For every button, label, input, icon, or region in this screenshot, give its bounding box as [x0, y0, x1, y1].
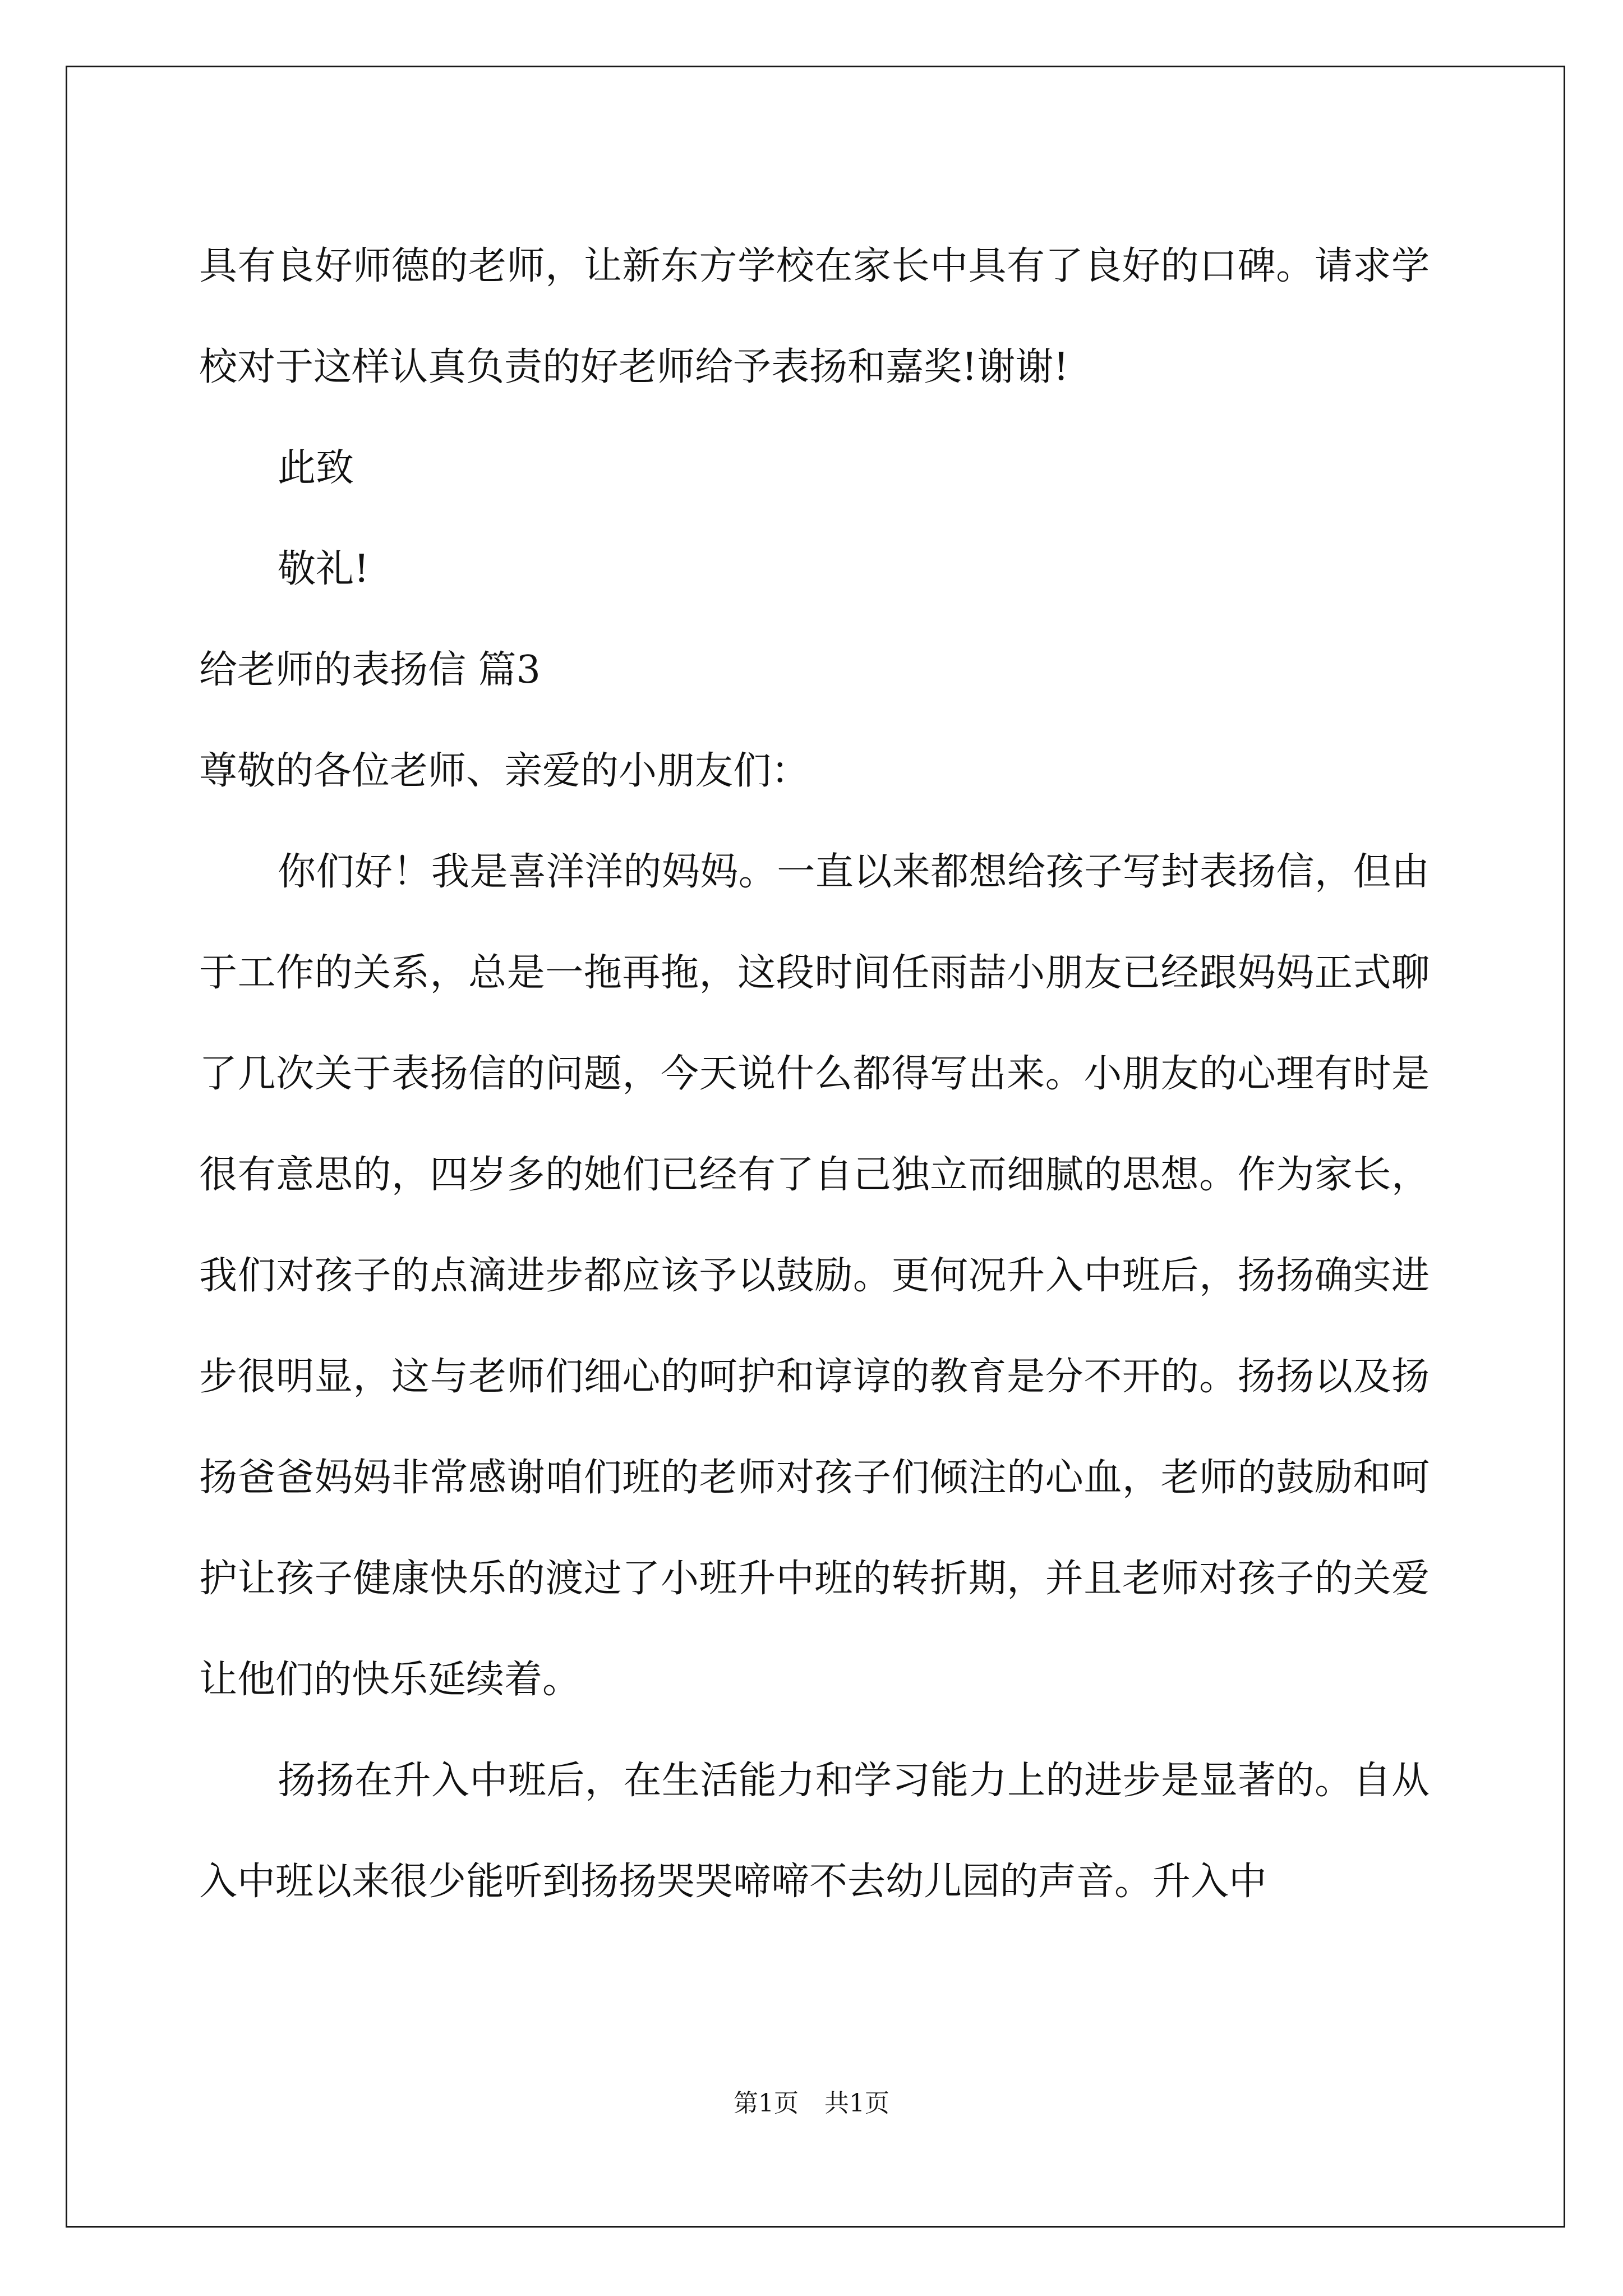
page-number: 第1页 [734, 2089, 799, 2118]
page-footer [0, 2083, 1623, 2119]
page-total: 共1页 [824, 2089, 889, 2118]
body-paragraph: 扬扬在升入中班后，在生活能力和学习能力上的进步是显著的。自从入中班以来很少能听到扬扬哭哭啼啼不去幼儿园的声音。升入中 [199, 1759, 1430, 1904]
body-paragraph: 你们好！我是喜洋洋的妈妈。一直以来都想给孩子写封表扬信，但由于工作的关系，总是一拖再拖，这段时间任雨喆小朋友已经跟妈妈正式聊了几次关于表扬信的问题，今天说什么都得写出来。小朋友的心理有时是很有意思的，四岁多的她们已经有了自己独立而细腻的思想。作为家长，我们对孩子的点滴进步都应该予以鼓励。更何况升入中班后，扬扬确实进步很明显，这与老师们细心的呵护和谆谆的教育是分不开的。扬扬以及扬扬爸爸妈妈非常感谢咱们班的老师对孩子们倾注的心血，老师的鼓励和呵护让孩子健康快乐的渡过了小班升中班的转折期，并且老师对孩子的关爱让他们的快乐延续着。 [199, 850, 1430, 1702]
section-heading: 给老师的表扬信 篇3 [199, 648, 541, 692]
closing-salutation: 此致 [278, 446, 354, 490]
closing-regards: 敬礼! [278, 547, 370, 591]
document-body [199, 216, 1430, 1932]
letter-greeting: 尊敬的各位老师、亲爱的小朋友们： [199, 749, 810, 793]
paragraph-continuation: 具有良好师德的老师，让新东方学校在家长中具有了良好的口碑。请求学校对于这样认真负责的好老师给予表扬和嘉奖!谢谢! [199, 244, 1430, 389]
